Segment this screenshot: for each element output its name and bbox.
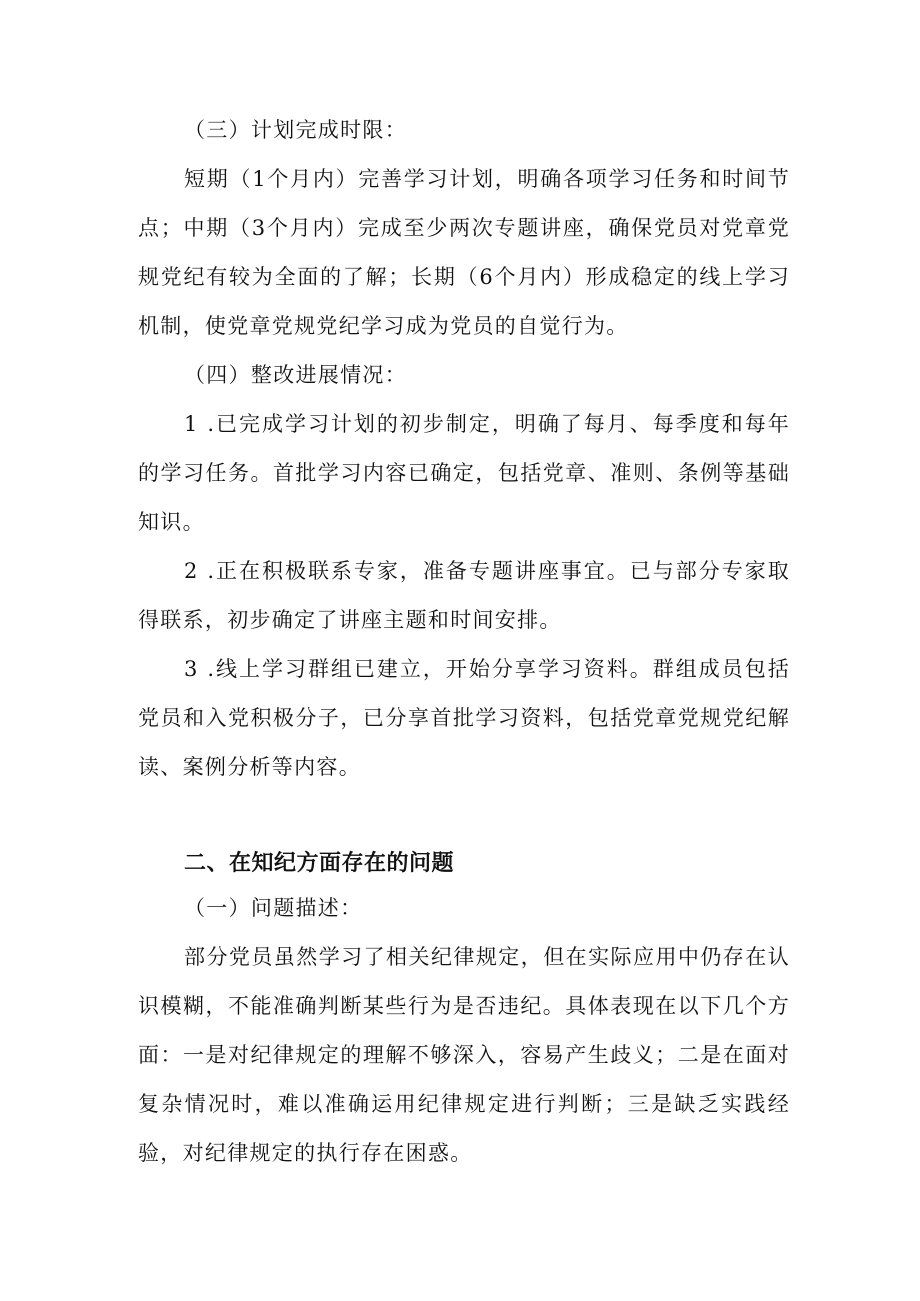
progress-heading: （四）整改进展情况： — [184, 363, 407, 387]
progress-item-2: 2 .正在积极联系专家，准备专题讲座事宜。已与部分专家取得联系，初步确定了讲座主题和时间安排。 — [138, 559, 790, 632]
progress-item-3: 3 .线上学习群组已建立，开始分享学习资料。群组成员包括党员和入党积极分子，已分享首批学习资料，包括党章党规党纪解读、案例分析等内容。 — [138, 657, 790, 779]
plan-deadline-heading: （三）计划完成时限： — [184, 118, 407, 142]
section-two-title: 二、在知纪方面存在的问题 — [184, 851, 455, 876]
lower-content — [138, 884, 790, 1178]
problem-description-paragraph: 部分党员虽然学习了相关纪律规定，但在实际应用中仍存在认识模糊，不能准确判断某些行为是否违纪。具体表现在以下几个方面：一是对纪律规定的理解不够深入，容易产生歧义；二是在面对复杂情况时，难以准确运用纪律规定进行判断；三是缺乏实践经验，对纪律规定的执行存在困惑。 — [138, 945, 790, 1165]
problem-description-heading: （一）问题描述： — [184, 896, 363, 920]
progress-item-1: 1 .已完成学习计划的初步制定，明确了每月、每季度和每年的学习任务。首批学习内容已确定，包括党章、准则、条例等基础知识。 — [138, 412, 790, 534]
upper-content — [138, 106, 790, 792]
plan-deadline-paragraph: 短期（1个月内）完善学习计划，明确各项学习任务和时间节点；中期（3个月内）完成至少两次专题讲座，确保党员对党章党规党纪有较为全面的了解；长期（6个月内）形成稳定的线上学习机制，使党章党规党纪学习成为党员的自觉行为。 — [138, 167, 790, 338]
